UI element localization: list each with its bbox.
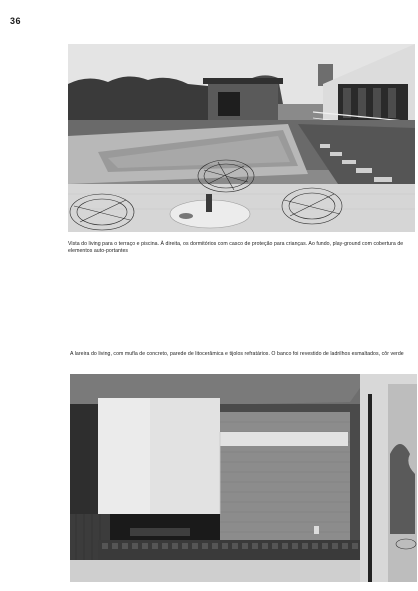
page-number: 36 [10,16,22,26]
terrace-pool-photo [68,44,415,232]
caption-terrace-pool: Vista do living para o terraço e piscina. À direita, os dormitórios com casco de proteção para crianças. Ao fundo, play-ground com cobertura de elementos auto-portantes [68,241,404,254]
fireplace-photo [70,374,417,582]
caption-fireplace: A lareira do living, com mufla de concreto, parede de litocerâmica e tijolos refratários. O banco foi revestido de ladrilhos esmaltados, côr verde [70,351,404,357]
